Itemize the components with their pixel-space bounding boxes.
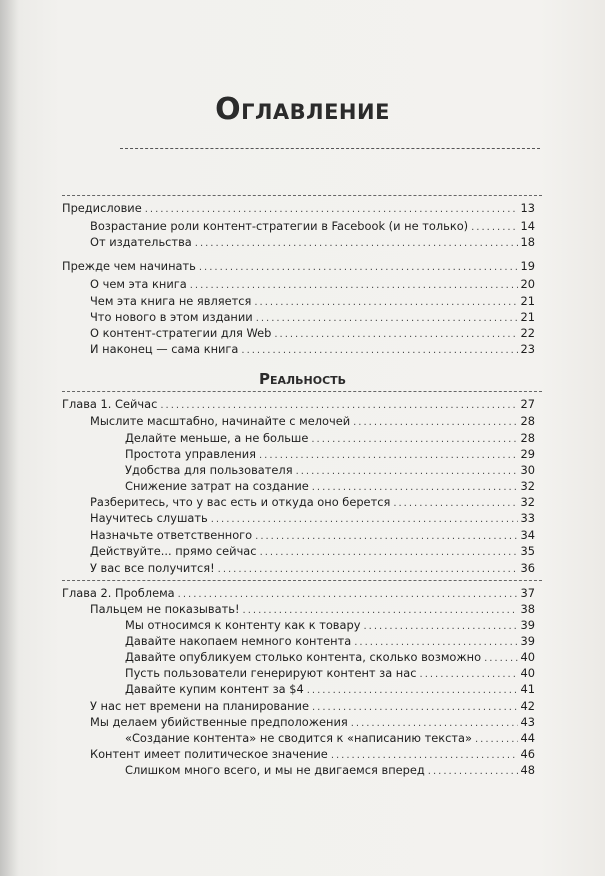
toc-entry-title: У вас все получится!	[90, 561, 215, 575]
toc-entry-title: Давайте накопаем немного контента	[125, 634, 352, 648]
toc-page-number: 48	[520, 763, 535, 777]
toc-entry-title: Контент имеет политическое значение	[90, 747, 328, 761]
toc-entry	[90, 325, 535, 341]
toc-entry	[90, 413, 535, 429]
toc-page-number: 43	[520, 715, 535, 729]
toc-entry-title: Действуйте... прямо сейчас	[90, 544, 257, 558]
section-divider	[62, 391, 542, 392]
toc-page-number: 14	[520, 219, 535, 233]
toc-dot-leader	[199, 260, 518, 276]
toc-entry	[62, 396, 535, 412]
toc-entry	[90, 510, 535, 526]
toc-entry-title: Удобства для пользователя	[125, 463, 293, 477]
toc-page-number: 27	[520, 397, 535, 411]
toc-entry	[90, 309, 535, 325]
toc-entry-title: Возрастание роли контент-стратегии в Facebook (и не только)	[90, 219, 469, 233]
toc-entry	[125, 649, 535, 665]
toc-entry-title: Мыслите масштабно, начинайте с мелочей	[90, 414, 351, 428]
toc-entry	[125, 762, 535, 778]
toc-dot-leader	[195, 236, 518, 252]
toc-page-number: 28	[520, 414, 535, 428]
toc-page-number: 20	[520, 277, 535, 291]
toc-dot-leader	[190, 278, 518, 294]
toc-dot-leader	[428, 764, 518, 780]
toc-dot-leader	[145, 202, 518, 218]
toc-page-number: 40	[520, 666, 535, 680]
toc-page-number: 32	[520, 479, 535, 493]
toc-entry-title: Простота управления	[125, 447, 256, 461]
toc-dot-leader	[218, 562, 518, 578]
toc-dot-leader	[353, 415, 517, 431]
toc-entry-title: Что нового в этом издании	[90, 310, 253, 324]
toc-entry-title: Прежде чем начинать	[62, 259, 196, 273]
toc-entry-title: У нас нет времени на планирование	[90, 699, 309, 713]
toc-entry-title: Пусть пользователи генерируют контент за нас	[125, 666, 417, 680]
toc-entry	[125, 633, 535, 649]
toc-entry	[62, 258, 535, 274]
toc-entry-title: И наконец — сама книга	[90, 342, 239, 356]
page-title: Оглавление	[215, 92, 390, 127]
toc-entry-title: Давайте опубликуем столько контента, сколько возможно	[125, 650, 482, 664]
toc-entry-title: Назначьте ответственного	[90, 528, 253, 542]
toc-entry	[125, 462, 535, 478]
toc-entry	[90, 293, 535, 309]
toc-page-number: 37	[520, 586, 535, 600]
toc-entry-title: Научитесь слушать	[90, 511, 208, 525]
toc-page-number: 22	[520, 326, 535, 340]
toc-entry	[90, 560, 535, 576]
toc-page-number: 23	[520, 342, 535, 356]
toc-entry	[125, 617, 535, 633]
title-divider	[120, 148, 540, 149]
toc-entry	[125, 478, 535, 494]
toc-entry-title: Пальцем не показывать!	[90, 602, 240, 616]
toc-entry-title: От издательства	[90, 235, 192, 249]
toc-page-number: 33	[520, 511, 535, 525]
toc-page-number: 46	[520, 747, 535, 761]
toc-page-number: 36	[520, 561, 535, 575]
toc-entry-title: О контент-стратегии для Web	[90, 326, 272, 340]
toc-entry-title: О чем эта книга	[90, 277, 187, 291]
toc-page-number: 13	[520, 201, 535, 215]
toc-entry	[90, 218, 535, 234]
toc-page-number: 21	[520, 310, 535, 324]
toc-entry	[125, 430, 535, 446]
toc-entry-title: Предисловие	[62, 201, 142, 215]
toc-entry	[90, 746, 535, 762]
toc-entry	[90, 341, 535, 357]
toc-entry	[90, 698, 535, 714]
toc-entry	[125, 730, 535, 746]
toc-page-number: 32	[520, 495, 535, 509]
section-divider	[62, 195, 542, 196]
toc-entry	[90, 601, 535, 617]
section-heading: Реальность	[258, 370, 347, 388]
toc-dot-leader	[211, 512, 518, 528]
toc-page-number: 39	[520, 618, 535, 632]
toc-page-number: 29	[520, 447, 535, 461]
section-divider	[62, 580, 542, 581]
toc-page-number: 19	[520, 259, 535, 273]
toc-page-number: 30	[520, 463, 535, 477]
toc-entry	[62, 585, 535, 601]
toc-page-number: 21	[520, 294, 535, 308]
toc-entry-title: Мы делаем убийственные предположения	[90, 715, 348, 729]
toc-entry-title: Давайте купим контент за $4	[125, 682, 304, 696]
toc-entry-title: Делайте меньше, а не больше	[125, 431, 309, 445]
toc-entry-title: «Создание контента» не сводится к «написанию текста»	[125, 731, 472, 745]
toc-entry-title: Разберитесь, что у вас есть и откуда оно берется	[90, 495, 391, 509]
toc-page-number: 38	[520, 602, 535, 616]
toc-entry-title: Мы относимся к контенту как к товару	[125, 618, 361, 632]
toc-entry-title: Глава 2. Проблема	[62, 586, 175, 600]
toc-entry	[125, 446, 535, 462]
toc-entry-title: Глава 1. Сейчас	[62, 397, 158, 411]
page-gutter-shadow	[0, 0, 18, 876]
toc-dot-leader	[307, 683, 518, 699]
toc-page-number: 28	[520, 431, 535, 445]
toc-entry	[90, 234, 535, 250]
toc-entry-title: Снижение затрат на создание	[125, 479, 309, 493]
toc-entry	[90, 276, 535, 292]
toc-page-number: 39	[520, 634, 535, 648]
toc-entry	[90, 714, 535, 730]
toc-page-number: 18	[520, 235, 535, 249]
toc-page-number: 35	[520, 544, 535, 558]
toc-entry-title: Чем эта книга не является	[90, 294, 252, 308]
toc-page-number: 40	[520, 650, 535, 664]
toc-entry	[90, 527, 535, 543]
toc-entry-title: Слишком много всего, и мы не двигаемся вперед	[125, 763, 425, 777]
toc-entry	[90, 494, 535, 510]
toc-dot-leader	[260, 545, 518, 561]
toc-dot-leader	[160, 398, 517, 414]
toc-entry	[125, 681, 535, 697]
toc-dot-leader	[241, 343, 517, 359]
toc-page-number: 44	[520, 731, 535, 745]
toc-entry	[62, 200, 535, 216]
toc-entry	[125, 665, 535, 681]
toc-page-number: 34	[520, 528, 535, 542]
toc-page-number: 42	[520, 699, 535, 713]
toc-entry	[90, 543, 535, 559]
toc-page-number: 41	[520, 682, 535, 696]
